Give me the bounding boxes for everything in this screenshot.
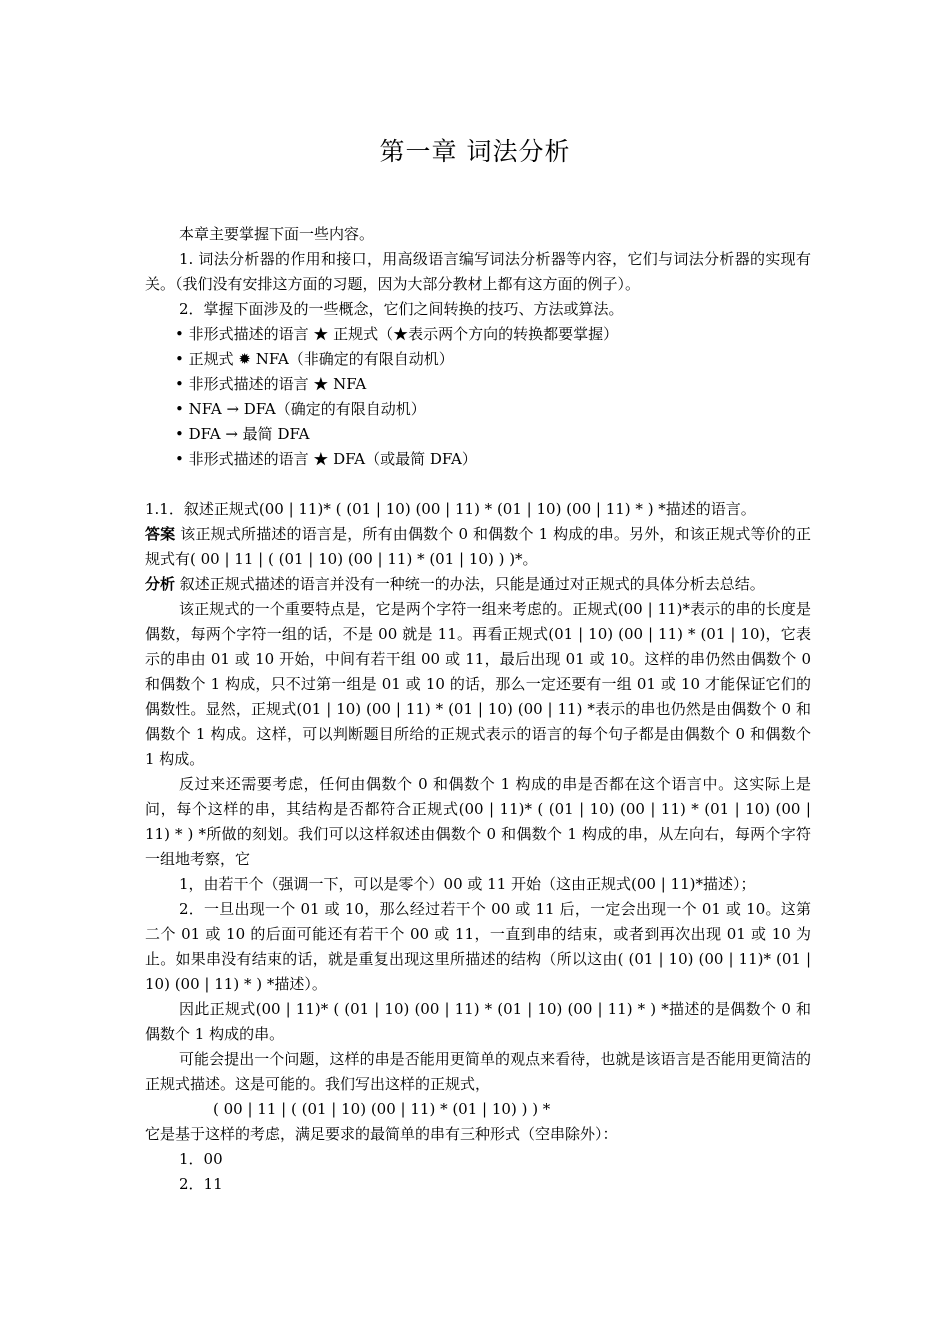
exercise-question: 1.1．叙述正规式(00 | 11)* ( (01 | 10) (00 | 11) * (01 | 10) (00 | 11) * ) *描述的语言。 xyxy=(145,500,756,518)
chapter-title: 第一章 词法分析 xyxy=(379,137,571,166)
bullet-item: • 非形式描述的语言 ★ DFA（或最简 DFA） xyxy=(175,450,477,468)
answer-paragraph xyxy=(145,522,811,572)
form-item: 1．00 xyxy=(179,1150,223,1168)
body-paragraph-1: 该正规式的一个重要特点是，它是两个字符一组来考虑的。正规式(00 | 11)*表示的串的长度是偶数，每两个字符一组的话，不是 00 就是 11。再看正规式(01 | 10) (00 | 11) * (01 | 10)，它表示的串由 01 或 10 开始，中间有若干组 00 或 11，最后出现 01 或 10。这样的串仍然由偶数个 0 和偶数个 1 构成，只不过第一组是 01 或 10 的话，那么一定还要有一组 01 或 10 才能保证它们的偶数性。显然，正规式(01 | 10) (00 | 11) * (01 | 10) (00 | 11) *表示的串也仍然是由偶数个 0 和偶数个 1 构成。这样，可以判断题目所给的正规式表示的语言的每个句子都是由偶数个 0 和偶数个 1 构成。 xyxy=(145,600,811,768)
body-paragraph-3: 因此正规式(00 | 11)* ( (01 | 10) (00 | 11) * (01 | 10) (00 | 11) * ) *描述的是偶数个 0 和偶数个 1 构成的串。 xyxy=(145,1000,811,1043)
form-item: 2．11 xyxy=(179,1175,223,1193)
regex-formula: ( 00 | 11 | ( (01 | 10) (00 | 11) * (01 | 10) ) ) * xyxy=(213,1100,551,1118)
step-2: 2．一旦出现一个 01 或 10，那么经过若干个 00 或 11 后，一定会出现一个 01 或 10。这第二个 01 或 10 的后面可能还有若干个 00 或 11，一直到串的结束，或者到再次出现 01 或 10 为止。如果串没有结束的话，就是重复出现这里所描述的结构（所以这由( (01 | 10) (00 | 11)* (01 | 10) (00 | 11) * ) *描述）。 xyxy=(145,900,811,993)
point-2: 2．掌握下面涉及的一些概念，它们之间转换的技巧、方法或算法。 xyxy=(179,300,624,318)
bullet-item: • 正规式 ✹ NFA（非确定的有限自动机） xyxy=(175,350,454,368)
bullet-item: • 非形式描述的语言 ★ NFA xyxy=(175,375,367,393)
document-body xyxy=(145,222,811,1197)
point-1: 1. 词法分析器的作用和接口，用高级语言编写词法分析器等内容，它们与词法分析器的实现有关。（我们没有安排这方面的习题，因为大部分教材上都有这方面的例子）。 xyxy=(145,250,811,293)
analysis-text: 叙述正规式描述的语言并没有一种统一的办法，只能是通过对正规式的具体分析去总结。 xyxy=(175,575,765,593)
analysis-label: 分析 xyxy=(145,575,176,593)
bullet-item: • NFA → DFA（确定的有限自动机） xyxy=(175,400,426,418)
step-1: 1，由若干个（强调一下，可以是零个）00 或 11 开始（这由正规式(00 | 11)*描述）； xyxy=(179,875,756,893)
spacer xyxy=(145,472,811,497)
answer-text: 该正规式所描述的语言是，所有由偶数个 0 和偶数个 1 构成的串。另外，和该正规式等价的正规式有( 00 | 11 | ( (01 | 10) (00 | 11) * (01 | 10) ) )*。 xyxy=(145,525,811,568)
body-paragraph-2: 反过来还需要考虑，任何由偶数个 0 和偶数个 1 构成的串是否都在这个语言中。这实际上是问，每个这样的串，其结构是否都符合正规式(00 | 11)* ( (01 | 10) (00 | 11) * (01 | 10) (00 | 11) * ) *所做的刻划。我们可以这样叙述由偶数个 0 和偶数个 1 构成的串，从左向右，每两个字符一组地考察，它 xyxy=(145,775,811,868)
intro-paragraph: 本章主要掌握下面一些内容。 xyxy=(179,225,375,243)
body-paragraph-5: 它是基于这样的考虑，满足要求的最简单的串有三种形式（空串除外）： xyxy=(145,1125,618,1143)
answer-label: 答案 xyxy=(145,525,176,543)
bullet-item: • 非形式描述的语言 ★ 正规式（★表示两个方向的转换都要掌握） xyxy=(175,325,619,343)
bullet-item: • DFA → 最简 DFA xyxy=(175,425,310,443)
analysis-paragraph xyxy=(145,572,811,597)
body-paragraph-4: 可能会提出一个问题，这样的串是否能用更简单的观点来看待，也就是该语言是否能用更简洁的正规式描述。这是可能的。我们写出这样的正规式， xyxy=(145,1050,811,1093)
